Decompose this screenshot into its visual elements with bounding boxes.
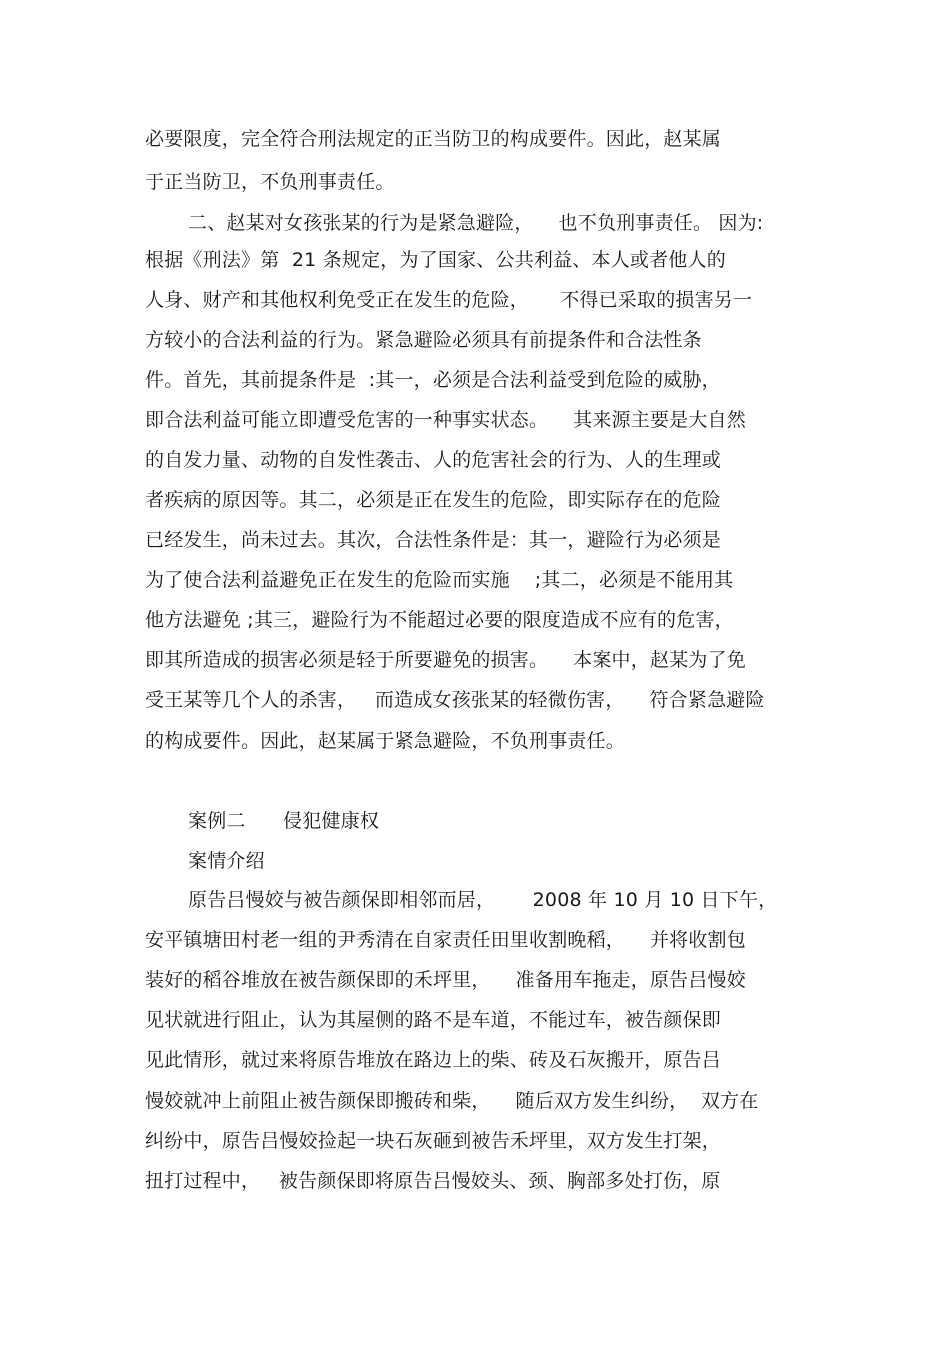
paragraph-line: 装好的稻谷堆放在被告颜保即的禾坪里， 准备用车拖走，原告吕慢姣 [145,969,746,991]
paragraph-line: 必要限度，完全符合刑法规定的正当防卫的构成要件。因此，赵某属 [145,128,722,150]
paragraph-line: 见状就进行阻止，认为其屋侧的路不是车道，不能过车，被告颜保即 [145,1009,722,1031]
paragraph-line: 慢姣就冲上前阻止被告颜保即搬砖和柴， 随后双方发生纠纷， 双方在 [145,1090,759,1112]
paragraph-line: 见此情形，就过来将原告堆放在路边上的柴、砖及石灰搬开，原告吕 [145,1049,722,1071]
paragraph-line: 即其所造成的损害必须是轻于所要避免的损害。 本案中，赵某为了免 [145,649,746,671]
paragraph-line: 方较小的合法利益的行为。紧急避险必须具有前提条件和合法性条 [145,329,702,351]
case-heading: 案例二 侵犯健康权 [188,810,380,832]
paragraph-line: 安平镇塘田村老一组的尹秀清在自家责任田里收割晚稻， 并将收割包 [145,929,746,951]
paragraph-line: 的构成要件。因此，赵某属于紧急避险，不负刑事责任。 [145,730,626,752]
paragraph-line: 者疾病的原因等。其二，必须是正在发生的危险，即实际存在的危险 [145,489,722,511]
paragraph-line: 根据《刑法》第 21 条规定，为了国家、公共利益、本人或者他人的 [145,249,726,271]
paragraph-line: 于正当防卫，不负刑事责任。 [145,171,395,193]
case-subheading: 案情介绍 [188,850,265,872]
paragraph-line: 的自发力量、动物的自发性袭击、人的危害社会的行为、人的生理或 [145,449,722,471]
paragraph-line: 人身、财产和其他权利免受正在发生的危险， 不得已采取的损害另一 [145,289,753,311]
paragraph-line: 受王某等几个人的杀害， 而造成女孩张某的轻微伤害， 符合紧急避险 [145,689,765,711]
paragraph-line: 为了使合法利益避免正在发生的危险而实施 ;其二，必须是不能用其 [145,569,734,591]
paragraph-line: 原告吕慢姣与被告颜保即相邻而居， 2008 年 10 月 10 日下午， [188,889,778,911]
paragraph-line: 纠纷中，原告吕慢姣捡起一块石灰砸到被告禾坪里，双方发生打架， [145,1130,722,1152]
paragraph-line: 即合法利益可能立即遭受危害的一种事实状态。 其来源主要是大自然 [145,409,746,431]
paragraph-line: 他方法避免 ;其三，避险行为不能超过必要的限度造成不应有的危害， [145,609,734,631]
paragraph-line: 扭打过程中， 被告颜保即将原告吕慢姣头、颈、胸部多处打伤，原 [145,1170,721,1192]
paragraph-line: 已经发生，尚未过去。其次，合法性条件是：其一，避险行为必须是 [145,529,722,551]
paragraph-line: 件。首先，其前提条件是 :其一，必须是合法利益受到危险的威胁， [145,369,721,391]
paragraph-line: 二、赵某对女孩张某的行为是紧急避险， 也不负刑事责任。 因为: [188,212,764,234]
